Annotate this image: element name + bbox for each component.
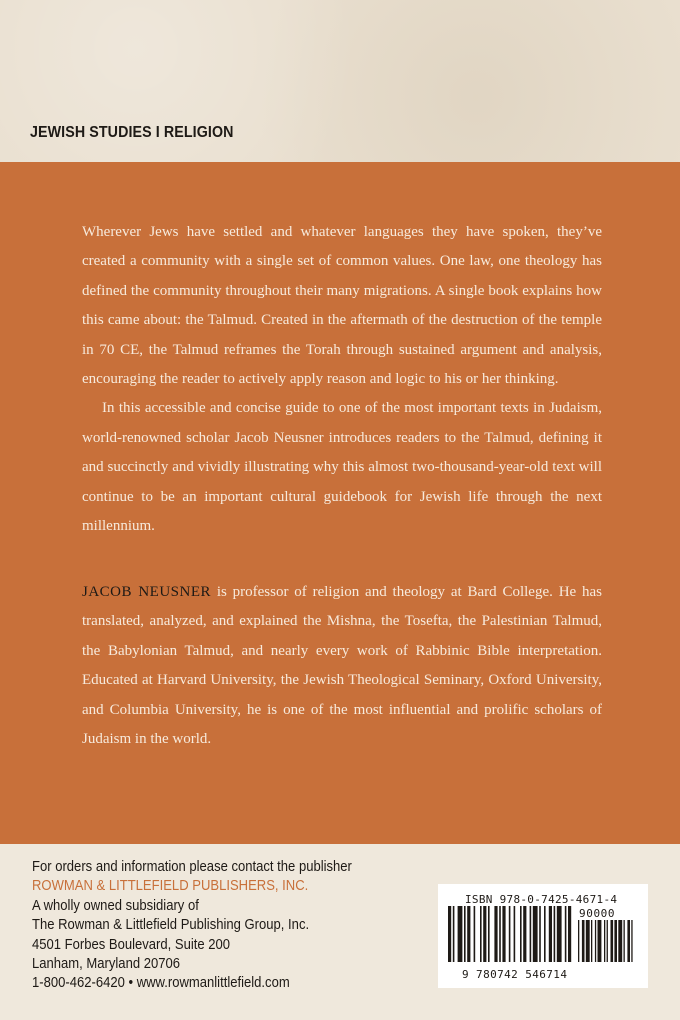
publisher-info: [32, 858, 352, 994]
ean-digits: 9 780742 546714: [462, 968, 568, 981]
book-blurb: [82, 218, 602, 541]
publisher-address: Lanham, Maryland 20706: [32, 956, 181, 973]
publisher-name: ROWMAN & LITTLEFIELD PUBLISHERS, INC.: [32, 878, 309, 895]
blurb-paragraph: In this accessible and concise guide to one of the most important texts in Judaism, world-renowned scholar Jacob Neusner introduces readers to the Talmud, defining it and succinctly and vividly illustrating why this almost two-thousand-year-old text will continue to be an important cultural guidebook for Jewish life through the next millennium.: [82, 400, 602, 535]
author-name: JACOB NEUSNER: [82, 584, 211, 600]
category-label: JEWISH STUDIES I RELIGION: [30, 124, 234, 141]
author-bio: [82, 578, 602, 754]
publisher-line: A wholly owned subsidiary of: [32, 897, 199, 914]
publisher-contact: 1-800-462-6420 • www.rowmanlittlefield.com: [32, 975, 290, 992]
blurb-paragraph: Wherever Jews have settled and whatever languages they have spoken, they’ve created a community with a single set of common values. One law, one theology has defined the community throughout their many migrations. A single book explains how this came about: the Talmud. Created in the aftermath of the destruction of the temple in 70 CE, the Talmud reframes the Torah through sustained argument and analysis, encouraging the reader to actively apply reason and logic to his or her thinking.: [82, 224, 602, 388]
publisher-line: The Rowman & Littlefield Publishing Group, Inc.: [32, 917, 310, 934]
publisher-intro: For orders and information please contact the publisher: [32, 859, 352, 875]
isbn-label: ISBN 978-0-7425-4671-4: [465, 893, 618, 906]
publisher-address: 4501 Forbes Boulevard, Suite 200: [32, 936, 231, 953]
price-code: 90000: [579, 907, 616, 920]
author-bio-text: is professor of religion and theology at Bard College. He has translated, analyzed, and explained the Mishna, the Tosefta, the Palestinian Talmud, the Babylonian Talmud, and nearly every work of Rabbinic Bible interpretation. Educated at Harvard University, the Jewish Theological Seminary, Oxford University, and Columbia University, he is one of the most influential and prolific scholars of Judaism in the world.: [82, 584, 602, 748]
